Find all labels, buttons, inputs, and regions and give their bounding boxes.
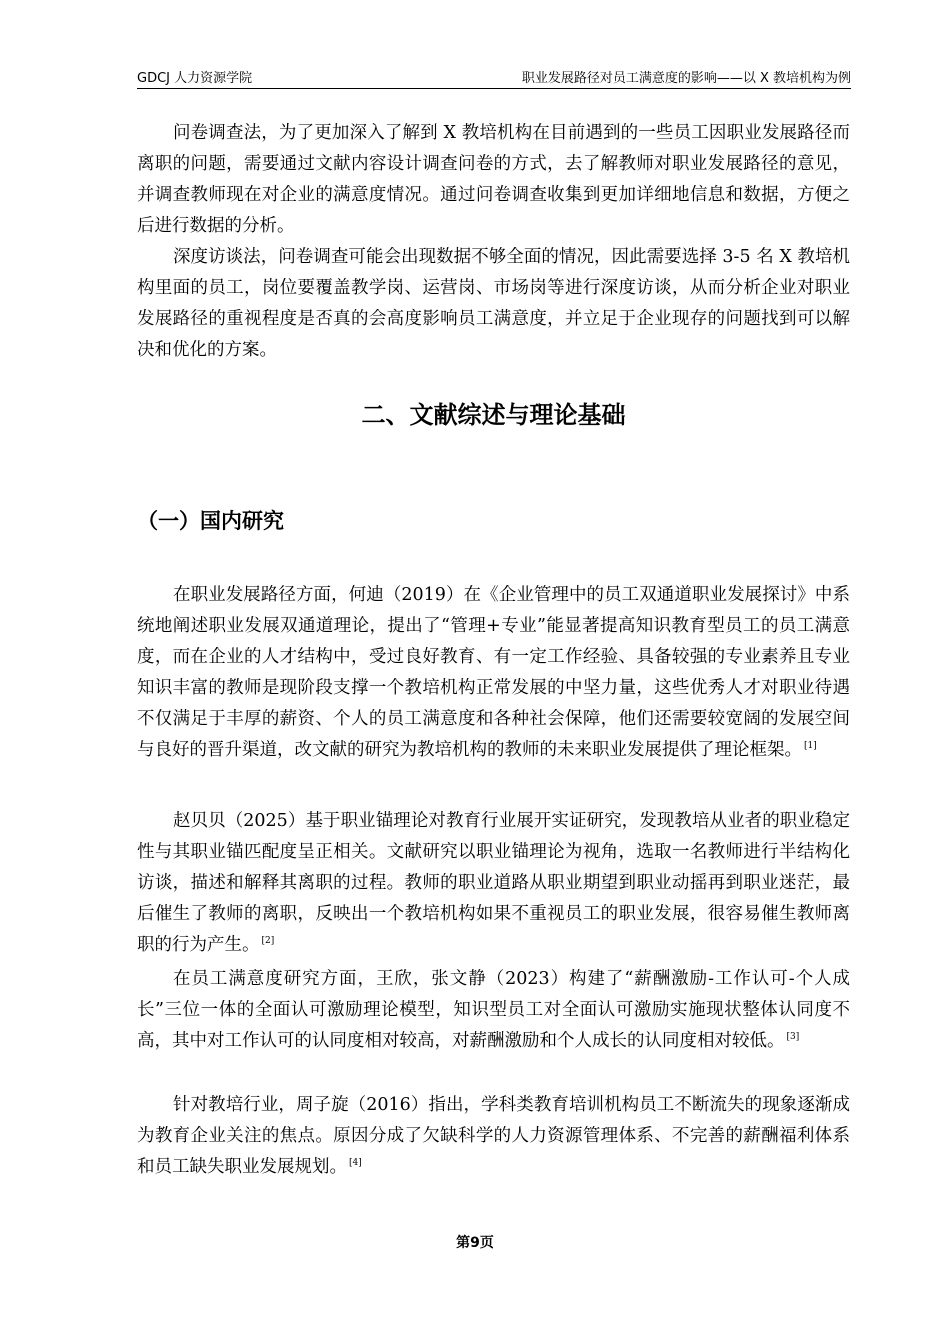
page-number: 第9页: [456, 1235, 494, 1251]
citation-marker: [1]: [804, 741, 817, 752]
paragraph-career-anchor: [137, 806, 850, 961]
section-title: 二、文献综述与理论基础: [361, 401, 626, 429]
paragraph-interview-method: 深度访谈法，问卷调查可能会出现数据不够全面的情况，因此需要选择 3-5 名 X 教培机构里面的员工，岗位要覆盖教学岗、运营岗、市场岗等进行深度访谈，从而分析企业对职业发展路径的重视程度是否真的会高度影响员工满意度，并立足于企业现存的问题找到可以解决和优化的方案。: [137, 247, 850, 360]
paragraph-text: 在员工满意度研究方面，王欣，张文静（2023）构建了“薪酬激励-工作认可-个人成长”三位一体的全面认可激励理论模型，知识型员工对全面认可激励实施现状整体认同度不高，其中对工作认可的认同度相对较高，对薪酬激励和个人成长的认同度相对较低。: [137, 969, 850, 1051]
subsection-title: （一）国内研究: [137, 509, 284, 533]
citation-marker: [3]: [786, 1032, 800, 1043]
citation-marker: [4]: [349, 1158, 362, 1169]
page-header: [137, 66, 851, 89]
paragraph-text: 针对教培行业，周子旋（2016）指出，学科类教育培训机构员工不断流失的现象逐渐成为教育企业关注的焦点。原因分成了欠缺科学的人力资源管理体系、不完善的薪酬福利体系和员工缺失职业发展规划。: [137, 1095, 850, 1177]
paragraph-text: 在职业发展路径方面，何迪（2019）在《企业管理中的员工双通道职业发展探讨》中系统地阐述职业发展双通道理论，提出了“管理+专业”能显著提高知识教育型员工的员工满意度，而在企业的人才结构中，受过良好教育、有一定工作经验、具备较强的专业素养且专业知识丰富的教师是现阶段支撑一个教培机构正常发展的中坚力量，这些优秀人才对职业待遇不仅满足于丰厚的薪资、个人的员工满意度和各种社会保障，他们还需要较宽阔的发展空间与良好的晋升渠道，改文献的研究为教培机构的教师的未来职业发展提供了理论框架。: [137, 585, 850, 760]
paragraph-questionnaire-method: 问卷调查法，为了更加深入了解到 X 教培机构在目前遇到的一些员工因职业发展路径而离职的问题，需要通过文献内容设计调查问卷的方式，去了解教师对职业发展路径的意见，并调查教师现在对企业的满意度情况。通过问卷调查收集到更加详细地信息和数据，方便之后进行数据的分析。: [137, 123, 850, 236]
citation-marker: [2]: [261, 936, 275, 947]
paragraph-career-path: [137, 580, 850, 766]
paragraph-education-industry: [137, 1090, 850, 1183]
paragraph-text: 赵贝贝（2025）基于职业锚理论对教育行业展开实证研究，发现教培从业者的职业稳定性与其职业锚匹配度呈正相关。文献研究以职业锚理论为视角，选取一名教师进行半结构化访谈，描述和解释其离职的过程。教师的职业道路从职业期望到职业动摇再到职业迷茫，最后催生了教师的离职，反映出一个教培机构如果不重视员工的职业发展，很容易催生教师离职的行为产生。: [137, 811, 850, 955]
paragraph-satisfaction: [137, 964, 850, 1057]
header-paper-title: 职业发展路径对员工满意度的影响——以 X 教培机构为例: [521, 71, 851, 86]
header-school: GDCJ 人力资源学院: [137, 71, 253, 86]
